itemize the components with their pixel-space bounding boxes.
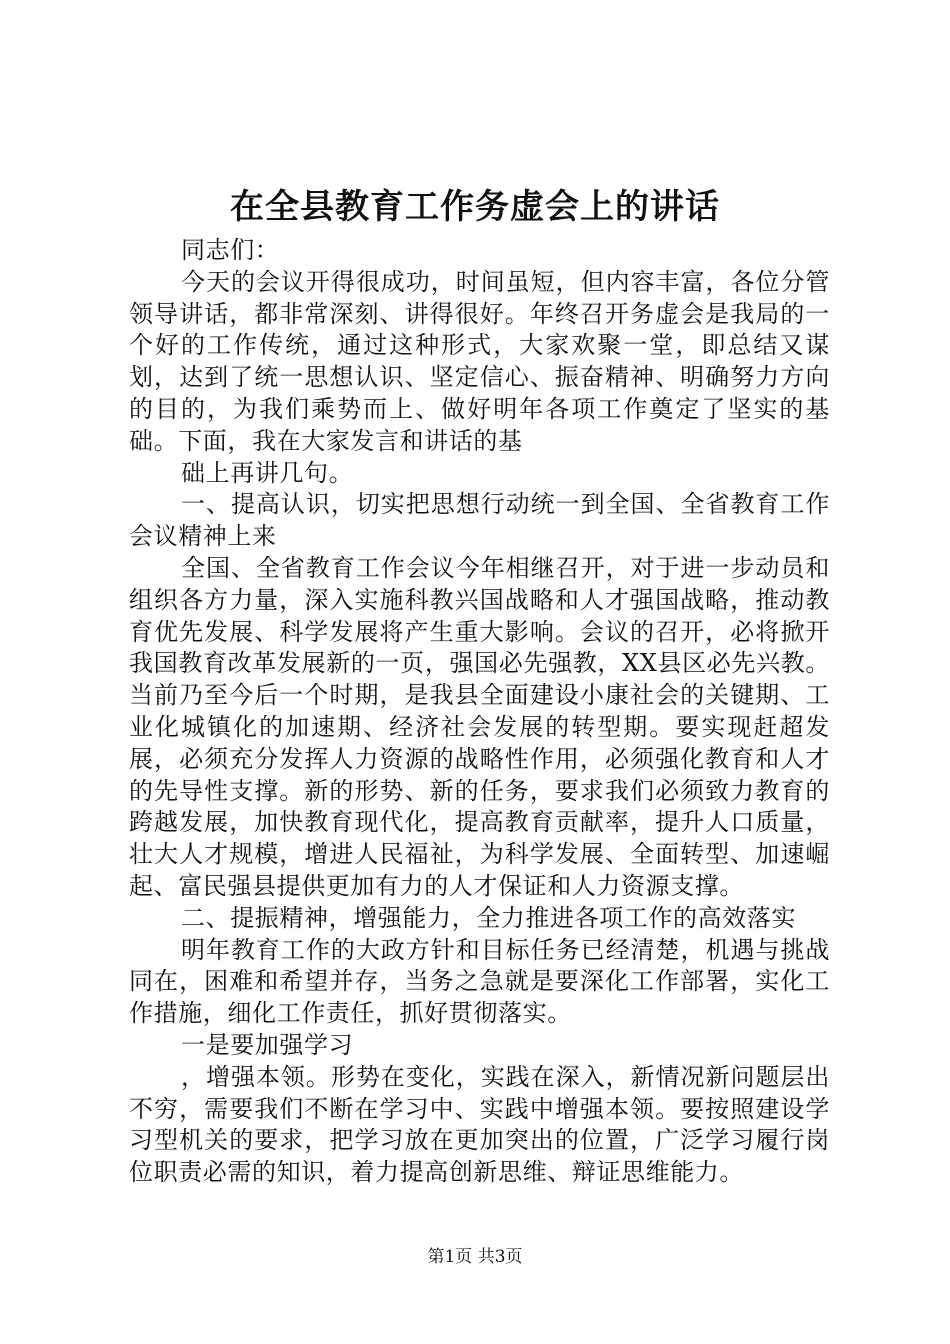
section-heading-one: 一、提高认识，切实把思想行动统一到全国、全省教育工作会议精神上来 xyxy=(129,490,830,551)
subheading-study: 一是要加强学习 xyxy=(181,1030,354,1059)
section-heading-two: 二、提振精神，增强能力，全力推进各项工作的高效落实 xyxy=(181,903,796,932)
paragraph-opening: 今天的会议开得很成功，时间虽短，但内容丰富，各位分管领导讲话，都非常深刻、讲得很好。年终召开务虚会是我局的一个好的工作传统，通过这种形式，大家欢聚一堂，即总结又谋划，达到了统一思想认识、坚定信心、振奋精神、明确努力方向的目的，为我们乘势而上、做好明年各项工作奠定了坚实的基础。下面，我在大家发言和讲话的基 xyxy=(129,267,830,455)
paragraph-opening-continued: 础上再讲几句。 xyxy=(181,458,354,487)
paragraph-study: ，增强本领。形势在变化，实践在深入，新情况新问题层出不穷，需要我们不断在学习中、实践中增强本领。要按照建设学习型机关的要求，把学习放在更加突出的位置，广泛学习履行岗位职责必需的知识，着力提高创新思维、辩证思维能力。 xyxy=(129,1062,830,1187)
document-body xyxy=(129,235,830,1189)
page-footer: 第1页 共3页 xyxy=(427,1247,523,1267)
paragraph-section-two: 明年教育工作的大政方针和目标任务已经清楚，机遇与挑战同在，困难和希望并存，当务之急就是要深化工作部署，实化工作措施，细化工作责任，抓好贯彻落实。 xyxy=(129,935,830,1028)
document-title: 在全县教育工作务虚会上的讲话 xyxy=(230,187,720,227)
paragraph-section-one: 全国、全省教育工作会议今年相继召开，对于进一步动员和组织各方力量，深入实施科教兴国战略和人才强国战略，推动教育优先发展、科学发展将产生重大影响。会议的召开，必将掀开我国教育改革发展新的一页，强国必先强教，XX县区必先兴教。当前乃至今后一个时期，是我县全面建设小康社会的关键期、工业化城镇化的加速期、经济社会发展的转型期。要实现赶超发展，必须充分发挥人力资源的战略性作用，必须强化教育和人才的先导性支撑。新的形势、新的任务，要求我们必须致力教育的跨越发展，加快教育现代化，提高教育贡献率，提升人口质量，壮大人才规模，增进人民福祉，为科学发展、全面转型、加速崛起、富民强县提供更加有力的人才保证和人力资源支撑。 xyxy=(129,553,830,900)
paragraph-salutation: 同志们： xyxy=(181,236,280,264)
